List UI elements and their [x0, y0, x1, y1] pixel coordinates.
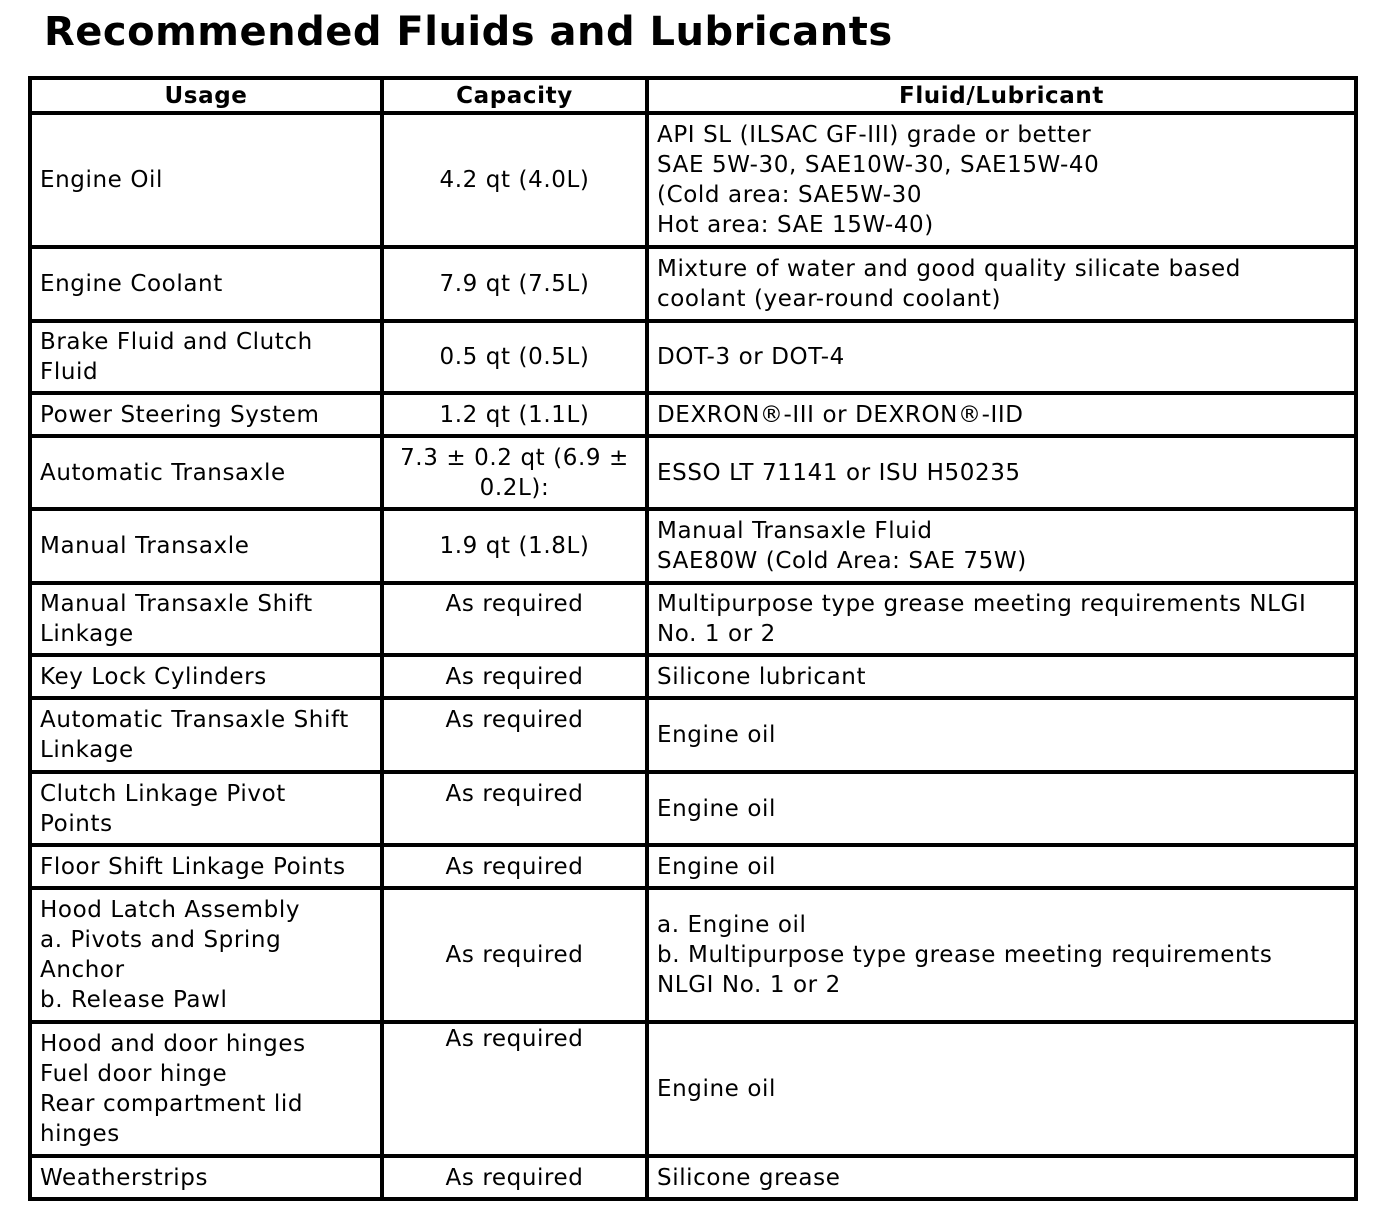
usage-text: Hood Latch Assembly	[40, 897, 301, 923]
usage-text: hinges	[40, 1121, 120, 1147]
usage-text: Brake Fluid and Clutch	[40, 329, 313, 355]
fluid-text: NLGI No. 1 or 2	[657, 972, 841, 998]
capacity-cell	[382, 698, 647, 772]
fluid-text: Hot area: SAE 15W-40)	[657, 212, 934, 238]
fluids-table	[28, 76, 1358, 1201]
usage-cell	[30, 888, 382, 1022]
capacity-cell	[382, 888, 647, 1022]
capacity-cell	[382, 393, 647, 436]
table-row	[30, 113, 1356, 247]
table-row	[30, 247, 1356, 321]
usage-cell	[30, 509, 382, 583]
fluid-cell	[647, 583, 1356, 655]
header-usage: Usage	[30, 78, 382, 113]
usage-cell	[30, 1022, 382, 1156]
usage-cell	[30, 772, 382, 845]
table-row	[30, 772, 1356, 845]
capacity-text: 0.5 qt (0.5L)	[439, 344, 590, 370]
usage-text: Linkage	[40, 737, 134, 763]
usage-cell	[30, 113, 382, 247]
capacity-text: As required	[445, 853, 584, 880]
usage-cell	[30, 321, 382, 393]
capacity-cell	[382, 655, 647, 698]
fluid-text: Engine oil	[657, 722, 776, 748]
fluid-text: ESSO LT 71141 or ISU H50235	[657, 459, 1021, 486]
header-capacity: Capacity	[382, 78, 647, 113]
usage-cell	[30, 583, 382, 655]
capacity-cell	[382, 113, 647, 247]
fluid-text: No. 1 or 2	[657, 621, 776, 647]
fluid-cell	[647, 321, 1356, 393]
fluid-cell	[647, 888, 1356, 1022]
capacity-text: 7.3 ± 0.2 qt (6.9 ±	[400, 444, 629, 471]
usage-cell	[30, 436, 382, 509]
table-row	[30, 845, 1356, 888]
fluid-text: API SL (ILSAC GF-III) grade or better	[657, 122, 1092, 148]
usage-text: Automatic Transaxle Shift	[40, 707, 349, 733]
capacity-cell	[382, 509, 647, 583]
usage-text: Engine Coolant	[40, 271, 223, 297]
usage-text: b. Release Pawl	[40, 987, 228, 1013]
usage-text: Anchor	[40, 957, 125, 983]
table-row	[30, 698, 1356, 772]
usage-text: Floor Shift Linkage Points	[40, 853, 346, 880]
usage-text: Weatherstrips	[40, 1164, 209, 1191]
usage-text: Hood and door hinges	[40, 1031, 306, 1057]
capacity-text: As required	[445, 942, 584, 968]
fluid-text: SAE 5W-30, SAE10W-30, SAE15W-40	[657, 152, 1100, 178]
capacity-cell	[382, 772, 647, 845]
fluid-text: Silicone lubricant	[657, 663, 867, 690]
capacity-text: As required	[445, 1026, 584, 1052]
usage-text: Manual Transaxle Shift	[40, 591, 313, 617]
usage-text: Points	[40, 810, 113, 837]
usage-text: Power Steering System	[40, 401, 320, 428]
capacity-cell	[382, 845, 647, 888]
fluid-text: Manual Transaxle Fluid	[657, 518, 933, 544]
fluid-text: DEXRON®-III or DEXRON®-IID	[657, 401, 1024, 428]
fluid-cell	[647, 436, 1356, 509]
usage-text: Automatic Transaxle	[40, 459, 286, 486]
table-row	[30, 888, 1356, 1022]
table-row	[30, 393, 1356, 436]
fluid-cell	[647, 698, 1356, 772]
capacity-cell	[382, 321, 647, 393]
fluid-cell	[647, 655, 1356, 698]
table-row	[30, 583, 1356, 655]
fluid-text: Multipurpose type grease meeting requirements NLGI	[657, 591, 1307, 617]
usage-text: Engine Oil	[40, 167, 164, 193]
table-row	[30, 321, 1356, 393]
usage-cell	[30, 393, 382, 436]
capacity-text: 4.2 qt (4.0L)	[439, 167, 590, 193]
capacity-cell	[382, 436, 647, 509]
table-row	[30, 1022, 1356, 1156]
header-row	[30, 78, 1356, 113]
usage-text: Fluid	[40, 359, 99, 385]
fluid-text: Engine oil	[657, 795, 776, 822]
fluid-text: b. Multipurpose type grease meeting requirements	[657, 942, 1273, 968]
table-row	[30, 655, 1356, 698]
table-row	[30, 1156, 1356, 1199]
capacity-text: 1.2 qt (1.1L)	[439, 401, 590, 428]
fluid-text: Engine oil	[657, 1076, 776, 1102]
fluid-cell	[647, 247, 1356, 321]
capacity-text: As required	[445, 1164, 584, 1191]
usage-cell	[30, 845, 382, 888]
capacity-cell	[382, 583, 647, 655]
fluid-text: SAE80W (Cold Area: SAE 75W)	[657, 548, 1027, 574]
capacity-cell	[382, 247, 647, 321]
fluid-text: Mixture of water and good quality silicate based	[657, 256, 1242, 282]
usage-text: Manual Transaxle	[40, 533, 250, 559]
fluid-text: a. Engine oil	[657, 912, 807, 938]
usage-text: Clutch Linkage Pivot	[40, 780, 286, 807]
usage-text: Rear compartment lid	[40, 1091, 304, 1117]
fluid-cell	[647, 845, 1356, 888]
table-row	[30, 509, 1356, 583]
fluid-cell	[647, 1022, 1356, 1156]
fluid-cell	[647, 1156, 1356, 1199]
usage-text: Linkage	[40, 621, 134, 647]
capacity-text: As required	[445, 591, 584, 617]
usage-text: Key Lock Cylinders	[40, 663, 267, 690]
fluid-cell	[647, 113, 1356, 247]
usage-cell	[30, 247, 382, 321]
table-row	[30, 436, 1356, 509]
capacity-cell	[382, 1022, 647, 1156]
fluid-cell	[647, 393, 1356, 436]
capacity-text: As required	[445, 780, 584, 807]
fluid-cell	[647, 772, 1356, 845]
capacity-text: 7.9 qt (7.5L)	[439, 271, 590, 297]
capacity-text: 1.9 qt (1.8L)	[439, 533, 590, 559]
fluid-text: coolant (year-round coolant)	[657, 286, 1002, 312]
usage-text: a. Pivots and Spring	[40, 927, 282, 953]
page-title: Recommended Fluids and Lubricants	[44, 9, 893, 55]
fluid-text: Silicone grease	[657, 1164, 841, 1191]
usage-text: Fuel door hinge	[40, 1061, 228, 1087]
fluid-text: (Cold area: SAE5W-30	[657, 182, 923, 208]
capacity-text: As required	[445, 663, 584, 690]
header-fluid: Fluid/Lubricant	[647, 78, 1356, 113]
capacity-text: As required	[445, 707, 584, 733]
capacity-cell	[382, 1156, 647, 1199]
usage-cell	[30, 655, 382, 698]
capacity-text: 0.2L):	[479, 474, 550, 501]
fluid-text: DOT-3 or DOT-4	[657, 344, 845, 370]
usage-cell	[30, 1156, 382, 1199]
fluid-cell	[647, 509, 1356, 583]
usage-cell	[30, 698, 382, 772]
fluid-text: Engine oil	[657, 853, 776, 880]
